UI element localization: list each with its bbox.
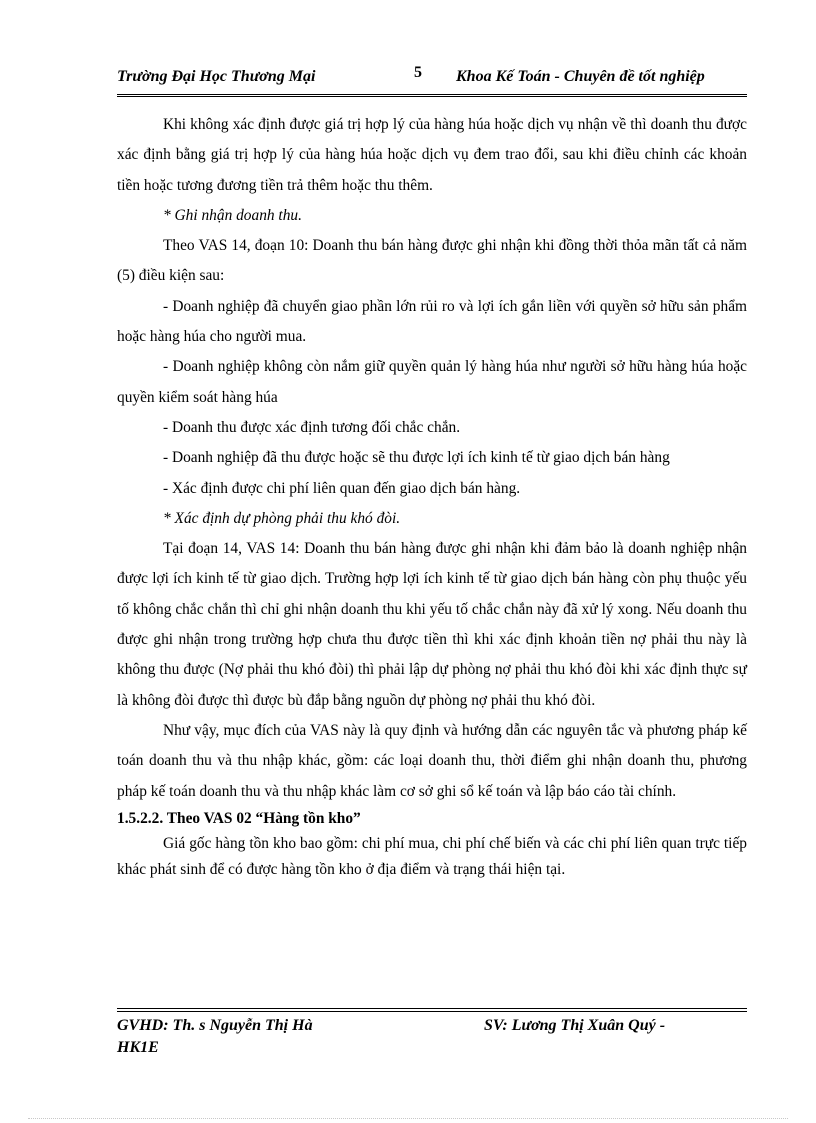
subheading-revenue-recognition: * Ghi nhận doanh thu. (163, 206, 302, 224)
footer-rule (117, 1008, 747, 1012)
list-item: - Doanh nghiệp đã chuyển giao phần lớn rủi ro và lợi ích gắn liền với quyền sở hữu sản phẩm hoặc hàng húa cho người mua. (117, 297, 747, 346)
header-rule (117, 94, 747, 97)
list-item: - Doanh thu được xác định tương đối chắc chắn. (163, 418, 461, 436)
page-footer (117, 1017, 747, 1057)
header-department: Khoa Kế Toán - Chuyên đề tốt nghiệp (456, 68, 705, 85)
paragraph: Khi không xác định được giá trị hợp lý của hàng húa hoặc dịch vụ nhận về thì doanh thu được xác định bằng giá trị hợp lý của hàng húa hoặc dịch vụ đem trao đổi, sau khi điều chỉnh các khoản tiền hoặc tương đương tiền trả thêm hoặc thu thêm. (117, 116, 747, 194)
footer-student: SV: Lương Thị Xuân Quý - (484, 1017, 666, 1034)
page-header (117, 64, 747, 88)
page-body (117, 110, 747, 884)
footer-supervisor: GVHD: Th. s Nguyễn Thị Hà (117, 1017, 313, 1034)
header-page-number: 5 (414, 64, 422, 81)
footer-class: HK1E (117, 1039, 159, 1056)
paragraph: Tại đoạn 14, VAS 14: Doanh thu bán hàng được ghi nhận khi đảm bảo là doanh nghiệp nhận được lợi ích kinh tế từ giao dịch. Trường hợp lợi ích kinh tế từ giao dịch bán hàng còn phụ thuộc yếu tố không chắc chắn thì chỉ ghi nhận doanh thu khi yếu tố chắc chắn này đã xử lý xong. Nếu doanh thu được ghi nhận trong trường hợp chưa thu được tiền thì khi xác định khoản tiền nợ phải thu này là không thu được (Nợ phải thu khó đòi) thì phải lập dự phòng nợ phải thu khó đòi khi xác định thực sự là không đòi được thì được bù đắp bằng nguồn dự phòng nợ phải thu khó đòi. (117, 540, 747, 709)
list-item: - Xác định được chi phí liên quan đến giao dịch bán hàng. (163, 479, 521, 497)
header-university: Trường Đại Học Thương Mại (117, 68, 316, 85)
subheading-bad-debt-provision: * Xác định dự phòng phải thu khó đòi. (163, 509, 401, 527)
paragraph: Theo VAS 14, đoạn 10: Doanh thu bán hàng được ghi nhận khi đồng thời thỏa mãn tất cả năm (5) điều kiện sau: (117, 237, 747, 285)
list-item: - Doanh nghiệp đã thu được hoặc sẽ thu được lợi ích kinh tế từ giao dịch bán hàng (163, 449, 670, 467)
list-item: - Doanh nghiệp không còn nắm giữ quyền quản lý hàng húa như người sở hữu hàng húa hoặc quyền kiểm soát hàng húa (117, 358, 747, 406)
page-edge-dotted-line (28, 1118, 788, 1119)
paragraph: Giá gốc hàng tồn kho bao gồm: chi phí mua, chi phí chế biến và các chi phí liên quan trực tiếp khác phát sinh để có được hàng tồn kho ở địa điểm và trạng thái hiện tại. (117, 834, 747, 879)
paragraph: Như vậy, mục đích của VAS này là quy định và hướng dẫn các nguyên tắc và phương pháp kế toán doanh thu và thu nhập khác, gồm: các loại doanh thu, thời điểm ghi nhận doanh thu, phương pháp kế toán doanh thu và thu nhập khác làm cơ sở ghi sổ kế toán và lập báo cáo tài chính. (117, 721, 747, 800)
section-heading: 1.5.2.2. Theo VAS 02 “Hàng tồn kho” (117, 809, 361, 827)
